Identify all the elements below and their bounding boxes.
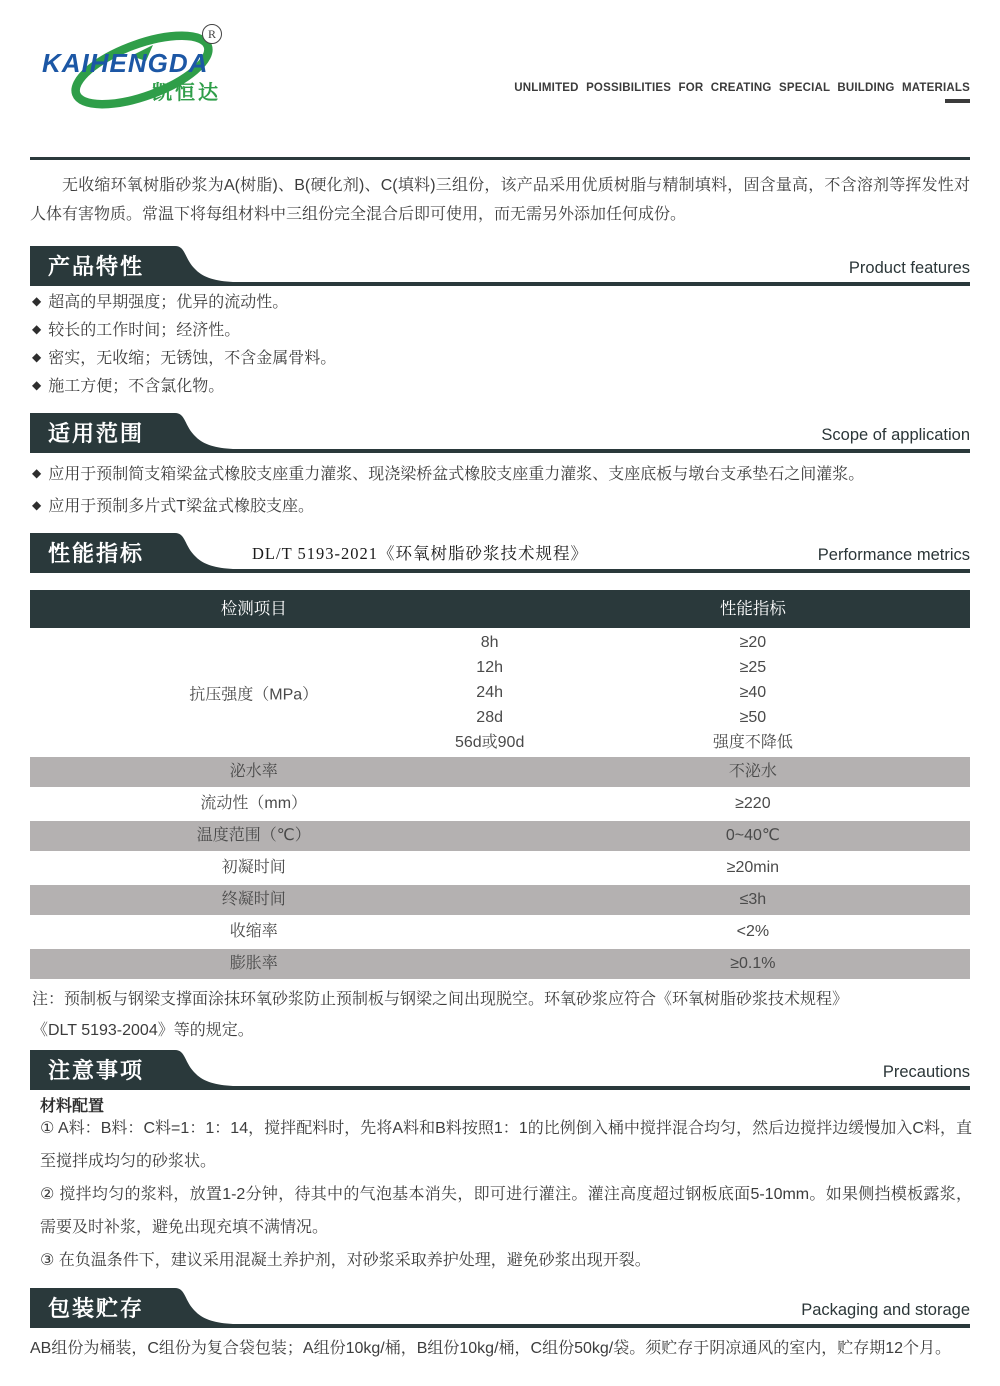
column-header-value: 性能指标 [719, 600, 786, 618]
precaution-items [40, 1112, 972, 1277]
item-cell: 泌水率 [229, 763, 278, 780]
intro-paragraph: 无收缩环氧树脂砂浆为A(树脂)、B(硬化剂)、C(填料)三组份，该产品采用优质树脂与精制填料，固含量高，不含溶剂等挥发性对人体有害物质。常温下将每组材料中三组份完全混合后即可使用，而无需另外添加任何成份。 [30, 177, 970, 223]
diamond-bullet-icon: ◆ [32, 378, 42, 392]
list-item [32, 372, 967, 400]
table-row [30, 757, 970, 787]
bullet-text: 应用于预制简支箱梁盆式橡胶支座重力灌浆、现浇梁桥盆式橡胶支座重力灌浆、支座底板与墩台支承垫石之间灌浆。 [48, 466, 865, 483]
group-row [30, 655, 970, 680]
compressive-strength-group [30, 630, 970, 755]
value-cell: ≤3h [739, 891, 767, 908]
bullet-text: 密实，无收缩；无锈蚀，不含金属骨料。 [48, 350, 337, 367]
section-header-features [30, 246, 970, 286]
table-row [30, 821, 970, 851]
section-title-en: Packaging and storage [801, 1301, 970, 1319]
list-item [32, 490, 967, 522]
header-rule [30, 157, 970, 160]
registered-mark-icon: R [202, 24, 222, 44]
group-label: 抗压强度（MPa） [189, 686, 319, 703]
company-logo [30, 10, 260, 110]
condition-cell: 12h [476, 659, 504, 676]
condition-cell: 56d或90d [454, 734, 525, 751]
item-cell: 终凝时间 [221, 891, 286, 908]
list-item [32, 458, 967, 490]
value-cell: ≥20 [739, 634, 767, 651]
group-row [30, 630, 970, 655]
note-line: 《DLT 5193-2004》等的规定。 [32, 1022, 254, 1040]
group-row [30, 680, 970, 705]
item-cell: 流动性（mm） [200, 795, 308, 812]
value-cell: ≥20min [726, 859, 780, 876]
diamond-bullet-icon: ◆ [32, 498, 42, 512]
list-item [32, 288, 967, 316]
item-cell: 收缩率 [229, 923, 278, 940]
section-title-cn: 注意事项 [48, 1058, 145, 1083]
value-cell: ≥0.1% [730, 955, 776, 972]
banner-shape [30, 246, 970, 286]
value-cell: 0~40℃ [725, 827, 780, 844]
bullet-text: 较长的工作时间；经济性。 [48, 322, 241, 339]
precaution-item: ③ 在负温条件下，建议采用混凝土养护剂，对砂浆采取养护处理，避免砂浆出现开裂。 [40, 1252, 651, 1269]
bullet-text: 应用于预制多片式T梁盆式橡胶支座。 [48, 498, 315, 515]
precaution-item: ② 搅拌均匀的浆料，放置1-2分钟，待其中的气泡基本消失，即可进行灌注。灌注高度超过钢板底面5-10mm。如果侧挡模板露浆，需要及时补浆，避免出现充填不满情况。 [40, 1186, 972, 1236]
section-header-metrics [30, 533, 970, 573]
section-title-en: Scope of application [821, 426, 970, 444]
condition-cell: 24h [476, 684, 504, 701]
scope-list [32, 458, 967, 522]
bullet-text: 超高的早期强度；优异的流动性。 [48, 294, 289, 311]
section-header-packaging [30, 1288, 970, 1328]
table-header-row [30, 590, 970, 628]
tagline-underline [945, 99, 970, 103]
table-note [32, 984, 967, 1046]
diamond-bullet-icon: ◆ [32, 322, 42, 336]
section-title-cn: 性能指标 [48, 541, 145, 566]
column-header-item: 检测项目 [220, 600, 287, 618]
diamond-bullet-icon: ◆ [32, 466, 42, 480]
table-row [30, 917, 970, 947]
value-cell: ≥220 [735, 795, 771, 812]
tagline: UNLIMITED POSSIBILITIES FOR CREATING SPECIAL BUILDING MATERIALS [514, 82, 970, 94]
condition-cell: 28d [476, 709, 504, 726]
section-title-cn: 包装贮存 [48, 1296, 145, 1321]
packaging-text: AB组份为桶装，C组份为复合袋包装；A组份10kg/桶，B组份10kg/桶，C组份50kg/袋。须贮存于阴凉通风的室内，贮存期12个月。 [30, 1340, 952, 1357]
section-title-cn: 产品特性 [48, 254, 145, 279]
list-item [32, 316, 967, 344]
section-title-en: Product features [848, 259, 970, 277]
brand-name: KAIHENGDA [42, 48, 209, 78]
section-header-precautions [30, 1050, 970, 1090]
item-cell: 温度范围（℃） [196, 827, 311, 844]
value-cell: ≥25 [739, 659, 767, 676]
section-title-en: Performance metrics [817, 546, 970, 564]
section-title-en: Precautions [882, 1063, 970, 1081]
diamond-bullet-icon: ◆ [32, 294, 42, 308]
item-cell: 初凝时间 [221, 859, 286, 876]
section-title-cn: 适用范围 [48, 421, 145, 446]
material-config-subtitle: 材料配置 [40, 1098, 105, 1115]
bullet-text: 施工方便；不含氯化物。 [48, 378, 225, 395]
value-cell: 不泌水 [728, 763, 777, 780]
note-line: 注：预制板与钢梁支撑面涂抹环氧砂浆防止预制板与钢梁之间出现脱空。环氧砂浆应符合《环氧树脂砂浆技术规程》 [32, 991, 849, 1008]
value-cell: <2% [736, 923, 770, 940]
list-item [32, 344, 967, 372]
condition-cell: 8h [480, 634, 499, 651]
section-header-scope [30, 413, 970, 453]
table-row [30, 949, 970, 979]
value-cell: 强度不降低 [712, 734, 793, 751]
standard-reference: DL/T 5193-2021《环氧树脂砂浆技术规程》 [252, 544, 588, 563]
features-list [32, 288, 967, 400]
group-row [30, 730, 970, 755]
banner-shape [30, 1050, 970, 1090]
precaution-item: ① A料：B料：C料=1：1：14，搅拌配料时，先将A料和B料按照1：1的比例倒入桶中搅拌混合均匀，然后边搅拌边缓慢加入C料，直至搅拌成均匀的砂浆状。 [40, 1120, 972, 1170]
table-row [30, 885, 970, 915]
value-cell: ≥40 [739, 684, 767, 701]
table-row [30, 853, 970, 883]
brand-name-cn: 凯恒达 [152, 82, 221, 104]
group-row [30, 705, 970, 730]
diamond-bullet-icon: ◆ [32, 350, 42, 364]
performance-table [30, 590, 970, 981]
value-cell: ≥50 [739, 709, 767, 726]
table-row [30, 789, 970, 819]
item-cell: 膨胀率 [229, 955, 278, 972]
